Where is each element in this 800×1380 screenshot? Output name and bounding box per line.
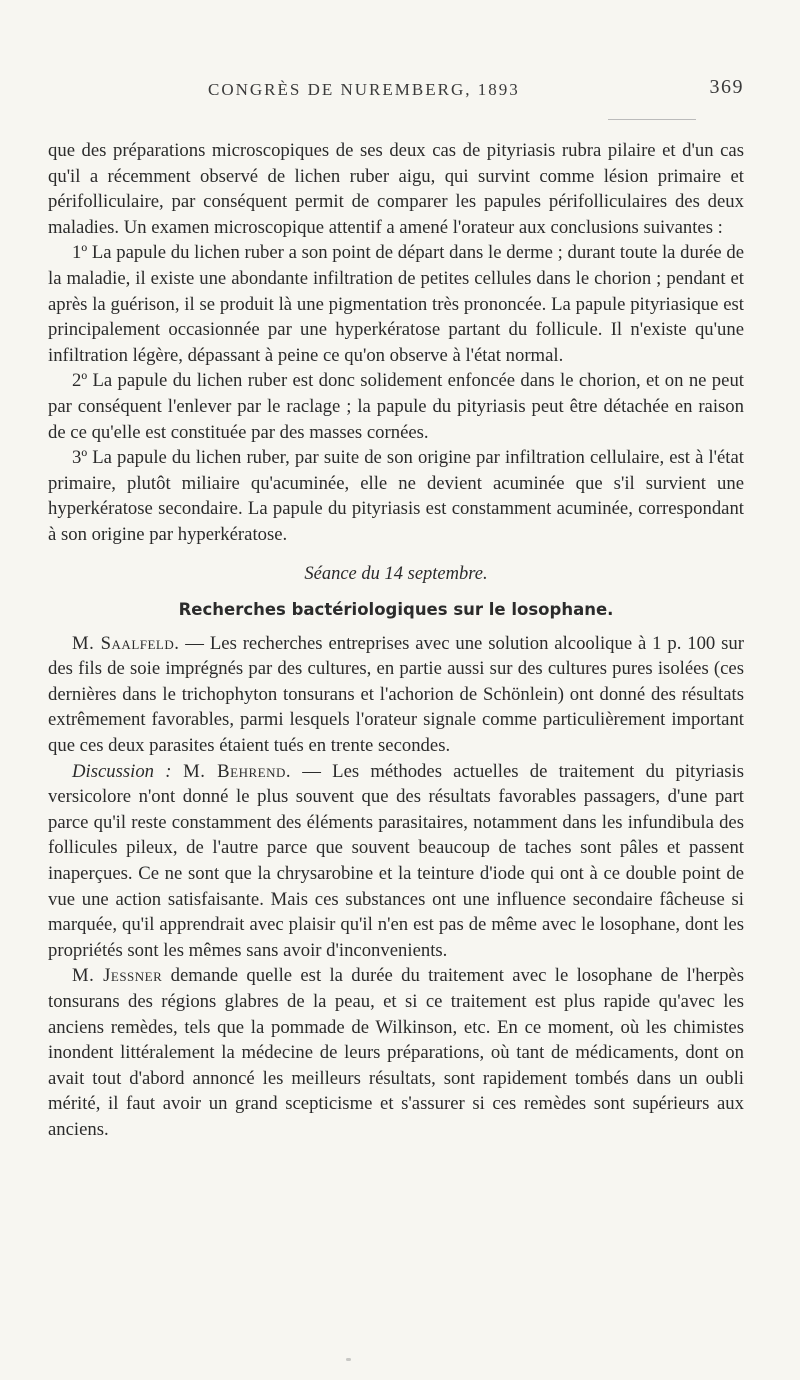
- page-number: 369: [709, 76, 744, 98]
- paragraph-text: demande quelle est la durée du traitement avec le losophane de l'herpès tonsurans des régions glabres de la peau, et si ce traitement est plus rapide qu'avec les anciens remèdes, tels que la pommade de Wilkinson, etc. En ce moment, où les chimistes inondent littéralement la médecine de leurs préparations, où tant de médicaments, dont on avait tout d'abord annoncé les meilleurs résultats, sont rapidement tombés dans un oubli mérité, il faut avoir un grand scepticisme et s'assurer si ces remèdes sont supérieurs aux anciens.: [48, 965, 744, 1140]
- header-rule: [608, 119, 696, 120]
- paragraph-text: — Les recherches entreprises avec une solution alcoolique à 1 p. 100 sur des fils de soie imprégnés par des cultures, en partie aussi sur des cultures pures isolées (ces dernières dans le trichophyton tonsurans et l'achorion de Schönlein) ont donné des résultats extrêmement favorables, parmi lesquels l'orateur signale comme particulièrement important que ces deux parasites étaient tués en trente secondes.: [48, 632, 744, 757]
- paragraph-conclusion-1: 1º La papule du lichen ruber a son point de départ dans le derme ; durant toute la durée de la maladie, il existe une abondante infiltration de petites cellules dans le chorion ; pendant et après la guérison, il se produit là une pigmentation très prononcée. La papule pityriasique est principalement occasionnée par une hyperkératose partant du follicule. Il n'existe qu'une infiltration légère, dépassant à peine ce qu'on observe à l'état normal.: [48, 242, 744, 366]
- paragraph-text: — Les méthodes actuelles de traitement du pityriasis versicolore n'ont donné le plus souvent que des résultats favorables passagers, d'une part parce qu'il reste constamment des éléments parasitaires, notamment dans les infundibula des follicules pileux, de l'autre parce que souvent beaucoup de taches sont pâles et passent inaperçues. Ce ne sont que la chrysarobine et la teinture d'iode qui ont à ce double point de vue une action satisfaisante. Mais ces substances ont une influence secondaire fâcheuse si marquée, qu'il apprendrait avec plaisir qu'il n'en est pas de même avec le losophane, dont les propriétés sont les mêmes sans avoir d'inconvenients.: [48, 760, 744, 961]
- paragraph-conclusion-3: 3º La papule du lichen ruber, par suite de son origine par infiltration cellulaire, est à l'état primaire, plutôt miliaire qu'acuminée, elle ne devient acuminée que s'il survient une hyperkératose secondaire. La papule du pityriasis est constamment acuminée, correspondant à son origine par hyperkératose.: [48, 447, 744, 545]
- speaker-name: M. Behrend.: [171, 760, 292, 782]
- paragraph-jessner: [48, 963, 744, 1142]
- page: [48, 76, 744, 1143]
- paragraph-conclusion-2: 2º La papule du lichen ruber est donc solidement enfoncée dans le chorion, et on ne peut par conséquent l'enlever par le raclage ; la papule du pityriasis peut être détachée en raison de ce qu'elle est constituée par des masses cornées.: [48, 370, 744, 443]
- paragraph-saalfeld: [48, 631, 744, 759]
- running-header: [48, 76, 744, 106]
- discussion-label: Discussion :: [72, 760, 172, 782]
- page-smudge: [346, 1358, 351, 1361]
- section-heading: Recherches bactériologiques sur le losophane.: [178, 600, 614, 620]
- body-text: [48, 138, 744, 1143]
- speaker-name: M. Saalfeld.: [72, 632, 180, 654]
- paragraph-intro: que des préparations microscopiques de ses deux cas de pityriasis rubra pilaire et d'un cas qu'il a récemment observé de lichen ruber aigu, qui survint comme lésion primaire et périfolliculaire, par conséquent permit de comparer les papules périfolliculaires des deux maladies. Un examen microscopique attentif a amené l'orateur aux conclusions suivantes :: [48, 140, 744, 238]
- session-title: Séance du 14 septembre.: [304, 563, 488, 584]
- running-title: CONGRÈS DE NUREMBERG, 1893: [208, 80, 520, 99]
- paragraph-discussion: [48, 759, 744, 964]
- speaker-name: M. Jessner: [72, 965, 163, 987]
